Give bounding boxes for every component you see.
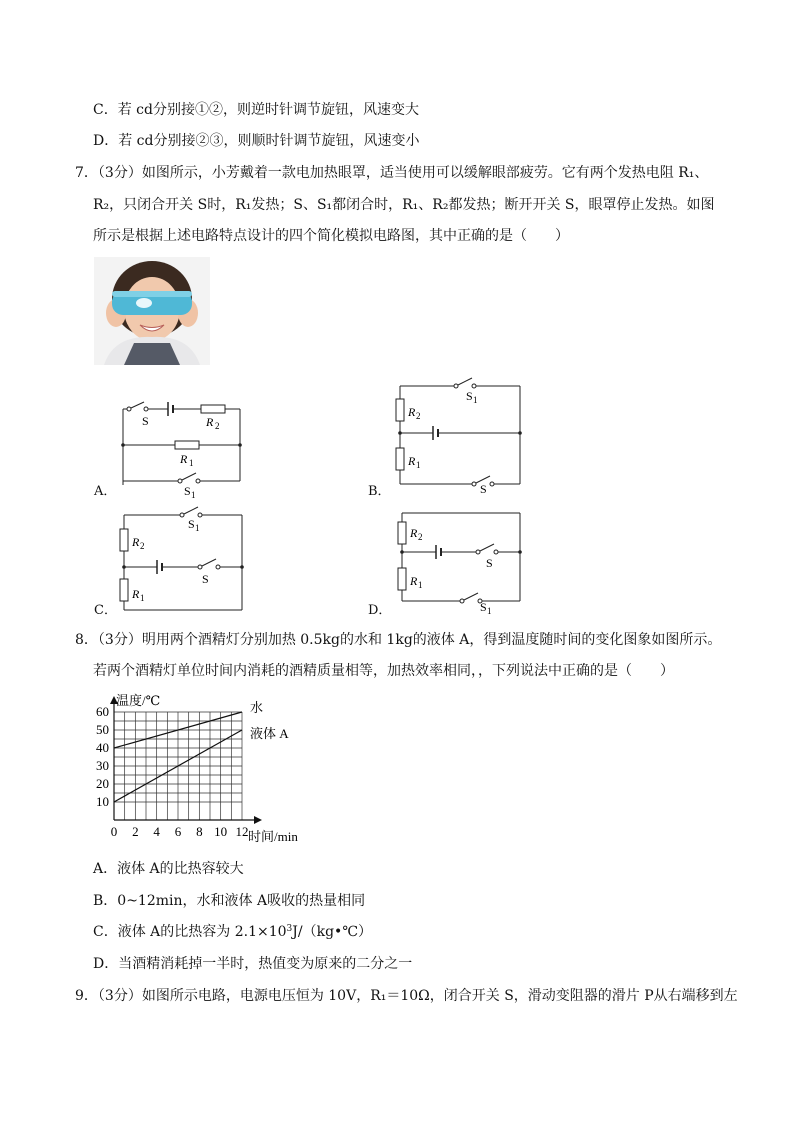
q8-option-c bbox=[93, 922, 372, 942]
circuit-b-r1-label: R bbox=[408, 454, 416, 468]
chart-x-tick-label: 4 bbox=[153, 824, 160, 839]
circuit-c-r1-label: R bbox=[132, 587, 140, 601]
circuit-a-s-label: S bbox=[142, 414, 149, 428]
q8-option-c-exponent: 3 bbox=[286, 924, 293, 934]
chart-x-tick-label: 2 bbox=[132, 824, 139, 839]
circuit-a-s1-label: S bbox=[184, 484, 191, 498]
q8-stem-line-2: 若两个酒精灯单位时间内消耗的酒精质量相等，加热效率相同，，下列说法中正确的是（ ） bbox=[93, 663, 674, 679]
chart-series-label: 液体 A bbox=[250, 726, 289, 741]
chart-x-tick-label: 6 bbox=[174, 824, 182, 839]
circuit-c-s1-label: S bbox=[188, 517, 195, 531]
circuit-d-option-label: D． bbox=[368, 603, 392, 618]
circuit-d-r1-label: R bbox=[410, 574, 418, 588]
q7-stem-line-3: 所示是根据上述电路特点设计的四个简化模拟电路图，其中正确的是（ ） bbox=[93, 228, 569, 244]
circuit-c-s-label: S bbox=[202, 572, 209, 586]
chart-y-tick-label: 30 bbox=[96, 758, 109, 773]
q6-option-c: C．若 cd分别接①②，则逆时针调节旋钮，风速变大 bbox=[93, 102, 419, 118]
circuit-b-r2-sub: 2 bbox=[416, 411, 421, 421]
circuit-a-r2-sub: 2 bbox=[215, 421, 220, 431]
chart-y-tick-label: 10 bbox=[96, 794, 109, 809]
chart-axes bbox=[110, 696, 262, 824]
circuit-c-r2-sub: 2 bbox=[140, 541, 145, 551]
q6-option-d: D．若 cd分别接②③，则顺时针调节旋钮，风速变小 bbox=[93, 133, 420, 149]
circuit-d-r2-sub: 2 bbox=[418, 532, 423, 542]
circuit-d-r1-sub: 1 bbox=[418, 580, 423, 590]
chart-x-tick-label: 0 bbox=[110, 824, 118, 839]
q8-option-a: A．液体 A的比热容较大 bbox=[93, 861, 244, 877]
circuit-c-option-label: C． bbox=[94, 603, 117, 618]
chart-x-axis-label: 时间/min bbox=[248, 829, 298, 844]
circuit-b-s1-sub: 1 bbox=[473, 395, 478, 405]
circuit-diagram-c bbox=[110, 505, 255, 617]
circuit-a-option-label: A． bbox=[94, 484, 117, 499]
circuit-b-option-label: B． bbox=[368, 484, 391, 499]
chart-x-tick-label: 10 bbox=[214, 824, 228, 839]
q7-stem-line-2: R₂，只闭合开关 S时，R₁发热；S、S₁都闭合时，R₁、R₂都发热；断开开关 S，眼罩停止发热。如图 bbox=[93, 197, 715, 213]
circuit-d-s1-label: S bbox=[480, 600, 487, 614]
circuit-b-s-label: S bbox=[480, 482, 487, 496]
chart-series-label: 水 bbox=[250, 700, 264, 715]
eye-mask-photo bbox=[94, 257, 210, 365]
circuit-d-r2-label: R bbox=[410, 526, 418, 540]
circuit-c-r2-label: R bbox=[132, 535, 140, 549]
circuit-c-s1-sub: 1 bbox=[195, 523, 200, 533]
q8-option-c-suffix: J/（kg•℃） bbox=[292, 924, 372, 940]
chart-series bbox=[114, 700, 289, 802]
q7-stem-line-1: 7．（3分）如图所示，小芳戴着一款电加热眼罩，适当使用可以缓解眼部疲劳。它有两个发热电阻 R₁、 bbox=[75, 165, 709, 181]
circuit-a-r2-label: R bbox=[206, 415, 214, 429]
circuit-diagram-d bbox=[390, 505, 535, 617]
circuit-a-s1-sub: 1 bbox=[191, 490, 196, 499]
circuit-b-r1-sub: 1 bbox=[416, 460, 421, 470]
circuit-d-s-label: S bbox=[486, 556, 493, 570]
circuit-b-s1-label: S bbox=[466, 389, 473, 403]
chart-x-tick-label: 8 bbox=[196, 824, 203, 839]
circuit-diagram-b bbox=[388, 374, 538, 498]
q9-stem-line-1: 9．（3分）如图所示电路，电源电压恒为 10V，R₁＝10Ω，闭合开关 S，滑动变阻器的滑片 P从右端移到左 bbox=[75, 988, 738, 1004]
circuit-a-r1-sub: 1 bbox=[189, 458, 194, 468]
chart-y-axis-label: 温度/℃ bbox=[116, 693, 161, 708]
chart-y-tick-label: 60 bbox=[96, 704, 109, 719]
circuit-b-r2-label: R bbox=[408, 405, 416, 419]
q8-option-c-prefix: C．液体 A的比热容为 2.1×10 bbox=[93, 924, 287, 940]
chart-x-axis-arrow bbox=[254, 816, 262, 824]
q8-stem-line-1: 8．（3分）明用两个酒精灯分别加热 0.5kg的水和 1kg的液体 A，得到温度随时间的变化图象如图所示。 bbox=[75, 632, 722, 648]
circuit-a-r1-label: R bbox=[180, 452, 188, 466]
chart-y-tick-label: 20 bbox=[96, 776, 109, 791]
q8-option-d: D．当酒精消耗掉一半时，热值变为原来的二分之一 bbox=[93, 956, 413, 972]
circuit-c-r1-sub: 1 bbox=[140, 593, 145, 603]
chart-y-tick-label: 40 bbox=[96, 740, 109, 755]
temperature-time-chart bbox=[88, 690, 323, 850]
chart-x-tick-label: 12 bbox=[235, 824, 249, 839]
chart-y-tick-label: 50 bbox=[96, 722, 109, 737]
chart-ticks bbox=[96, 704, 249, 839]
q8-option-b: B．0~12min，水和液体 A吸收的热量相同 bbox=[93, 893, 366, 909]
circuit-d-s1-sub: 1 bbox=[487, 606, 492, 616]
